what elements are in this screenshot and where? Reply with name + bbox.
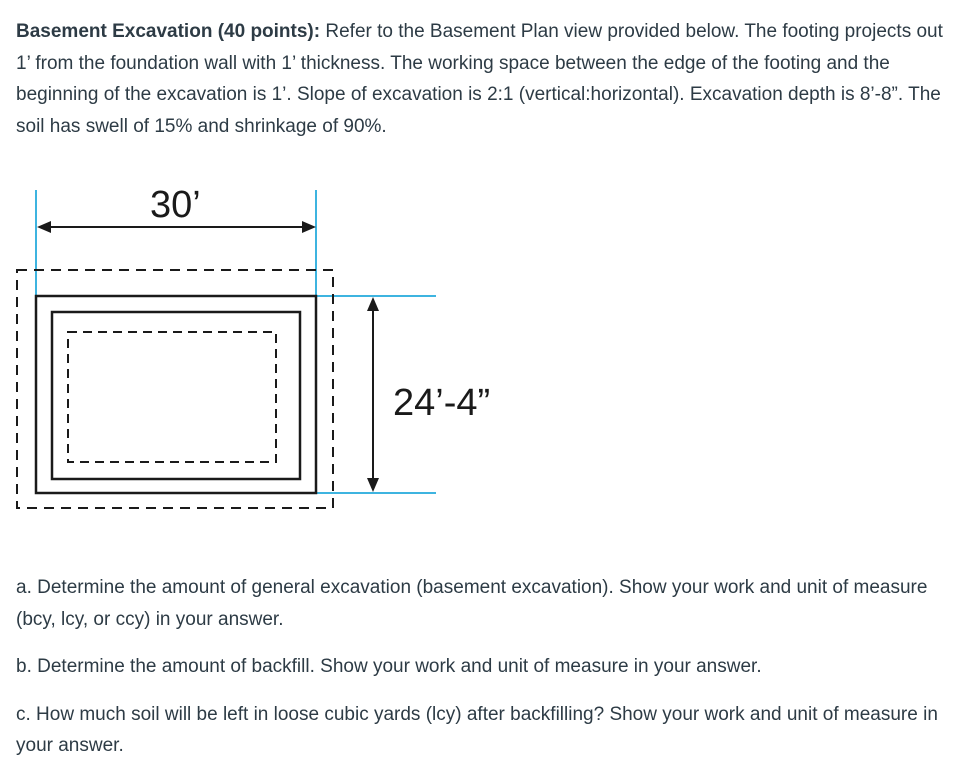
height-label: 24’-4” [393,382,491,424]
width-label: 30’ [150,184,201,226]
excavation-boundary [17,270,333,508]
problem-description: Refer to the Basement Plan view provided below. The footing projects out 1’ from the foundation wall with 1’ thickness. The working space between the edge of the footing and the beginning of the excavation is 1’. Slope of excavation is 2:1 (vertical:horizontal). Excavation depth is 8’-8”. The soil has swell of 15% and shrinkage of 90%. [16,21,943,137]
question-list [16,572,950,778]
foundation-wall-outline [52,312,300,479]
width-arrow-right [302,221,316,233]
footing-outline [36,296,316,493]
problem-title: Basement Excavation (40 points): [16,21,321,42]
basement-plan-figure [0,170,560,530]
inner-footing-line [68,332,276,462]
question-b: b. Determine the amount of backfill. Show your work and unit of measure in your answer. [16,656,762,677]
question-a: a. Determine the amount of general excavation (basement excavation). Show your work and unit of measure (bcy, lcy, or ccy) in your answer. [16,577,928,630]
width-arrow-left [37,221,51,233]
height-arrow-bottom [367,478,379,492]
basement-plan-drawing [0,170,560,530]
height-arrow-top [367,297,379,311]
problem-statement [16,16,950,142]
question-c: c. How much soil will be left in loose cubic yards (lcy) after backfilling? Show your work and unit of measure in your answer. [16,703,938,756]
